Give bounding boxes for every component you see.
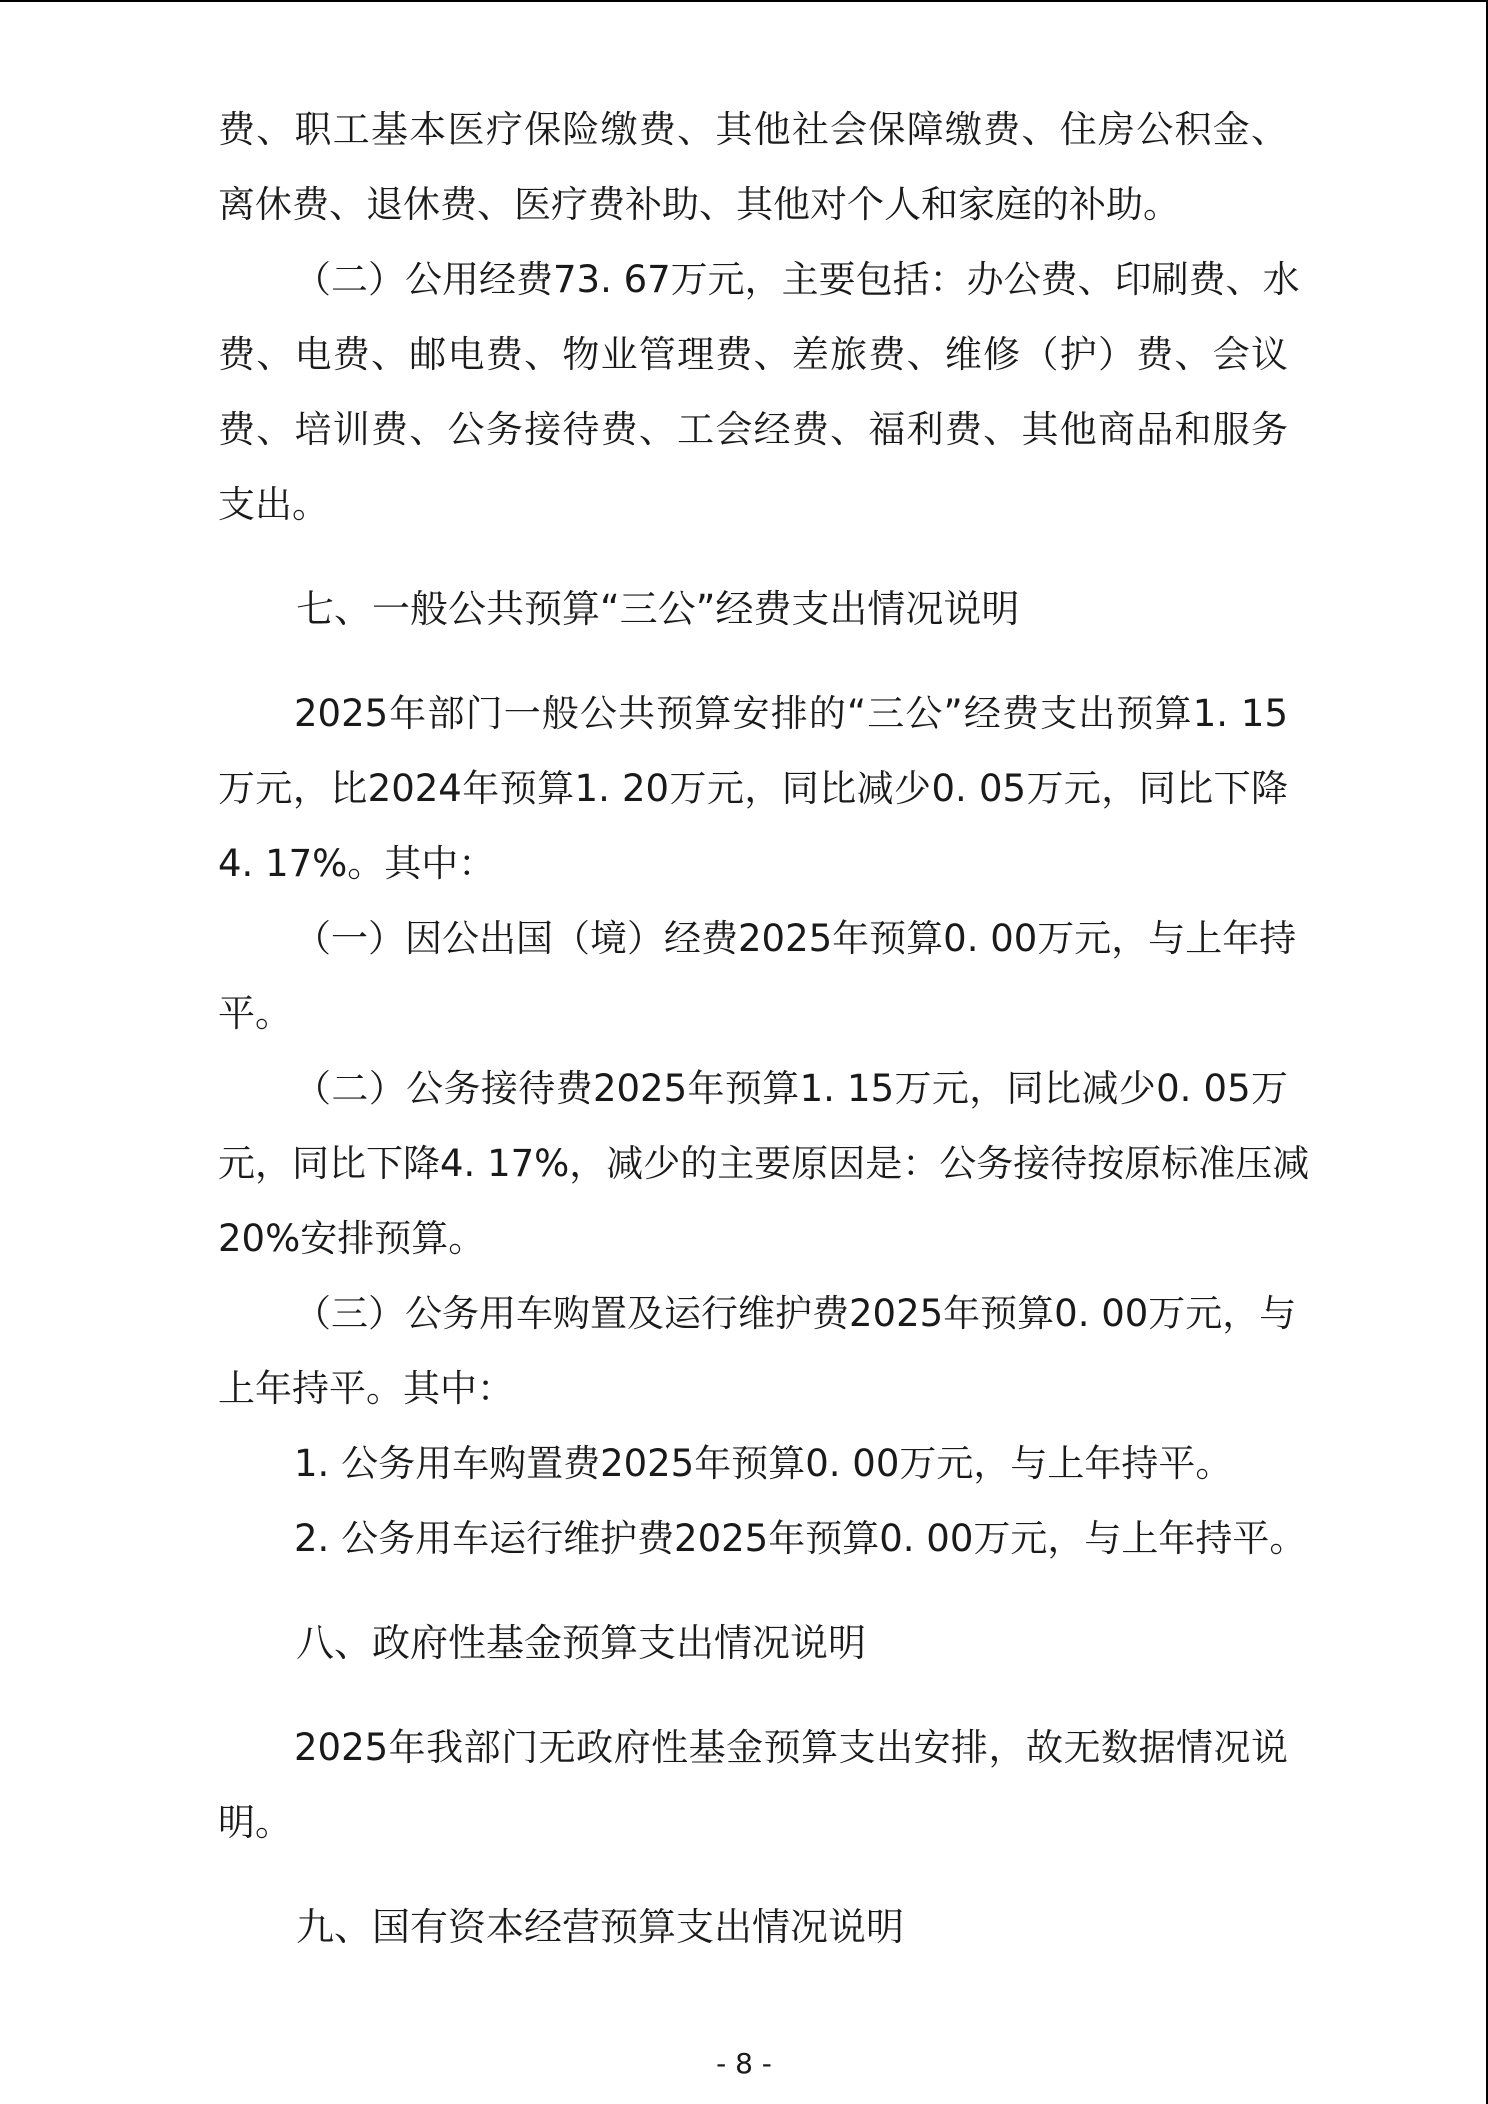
paragraph-line: 上年持平。其中： [218,1367,514,1410]
paragraph-line: 费、培训费、公务接待费、工会经费、福利费、其他商品和服务 [218,408,1288,451]
paragraph-line: 明。 [218,1801,292,1844]
list-item: 1. 公务用车购置费2025年预算0. 00万元，与上年持平。 [294,1442,1233,1485]
paragraph-line: （二）公务接待费2025年预算1. 15万元，同比减少0. 05万 [294,1067,1288,1110]
paragraph-line: 2025年部门一般公共预算安排的“三公”经费支出预算1. 15 [294,692,1288,735]
page-number: - 8 - [716,2047,772,2080]
paragraph-line: 万元，比2024年预算1. 20万元，同比减少0. 05万元，同比下降 [218,767,1288,810]
paragraph-line: 平。 [218,992,292,1035]
paragraph-line: 元，同比下降4. 17%，减少的主要原因是：公务接待按原标准压减 [218,1142,1310,1185]
list-item: 2. 公务用车运行维护费2025年预算0. 00万元，与上年持平。 [294,1517,1307,1560]
section-heading-8: 八、政府性基金预算支出情况说明 [296,1621,867,1665]
paragraph-line: （三）公务用车购置及运行维护费2025年预算0. 00万元，与 [294,1292,1297,1335]
paragraph-line: 2025年我部门无政府性基金预算支出安排，故无数据情况说 [294,1726,1288,1769]
section-heading-9: 九、国有资本经营预算支出情况说明 [296,1905,905,1949]
paragraph-line: 4. 17%。其中： [218,842,496,885]
section-heading-7: 七、一般公共预算“三公”经费支出情况说明 [296,587,1020,631]
paragraph-line: 费、职工基本医疗保险缴费、其他社会保障缴费、住房公积金、 [218,108,1288,151]
paragraph-line: 支出。 [218,483,329,526]
paragraph-line: （二）公用经费73. 67万元，主要包括：办公费、印刷费、水 [294,258,1300,301]
paragraph-line: 离休费、退休费、医疗费补助、其他对个人和家庭的补助。 [218,183,1180,226]
paragraph-line: （一）因公出国（境）经费2025年预算0. 00万元，与上年持 [294,917,1297,960]
paragraph-line: 20%安排预算。 [218,1217,486,1260]
paragraph-line: 费、电费、邮电费、物业管理费、差旅费、维修（护）费、会议 [218,333,1288,376]
